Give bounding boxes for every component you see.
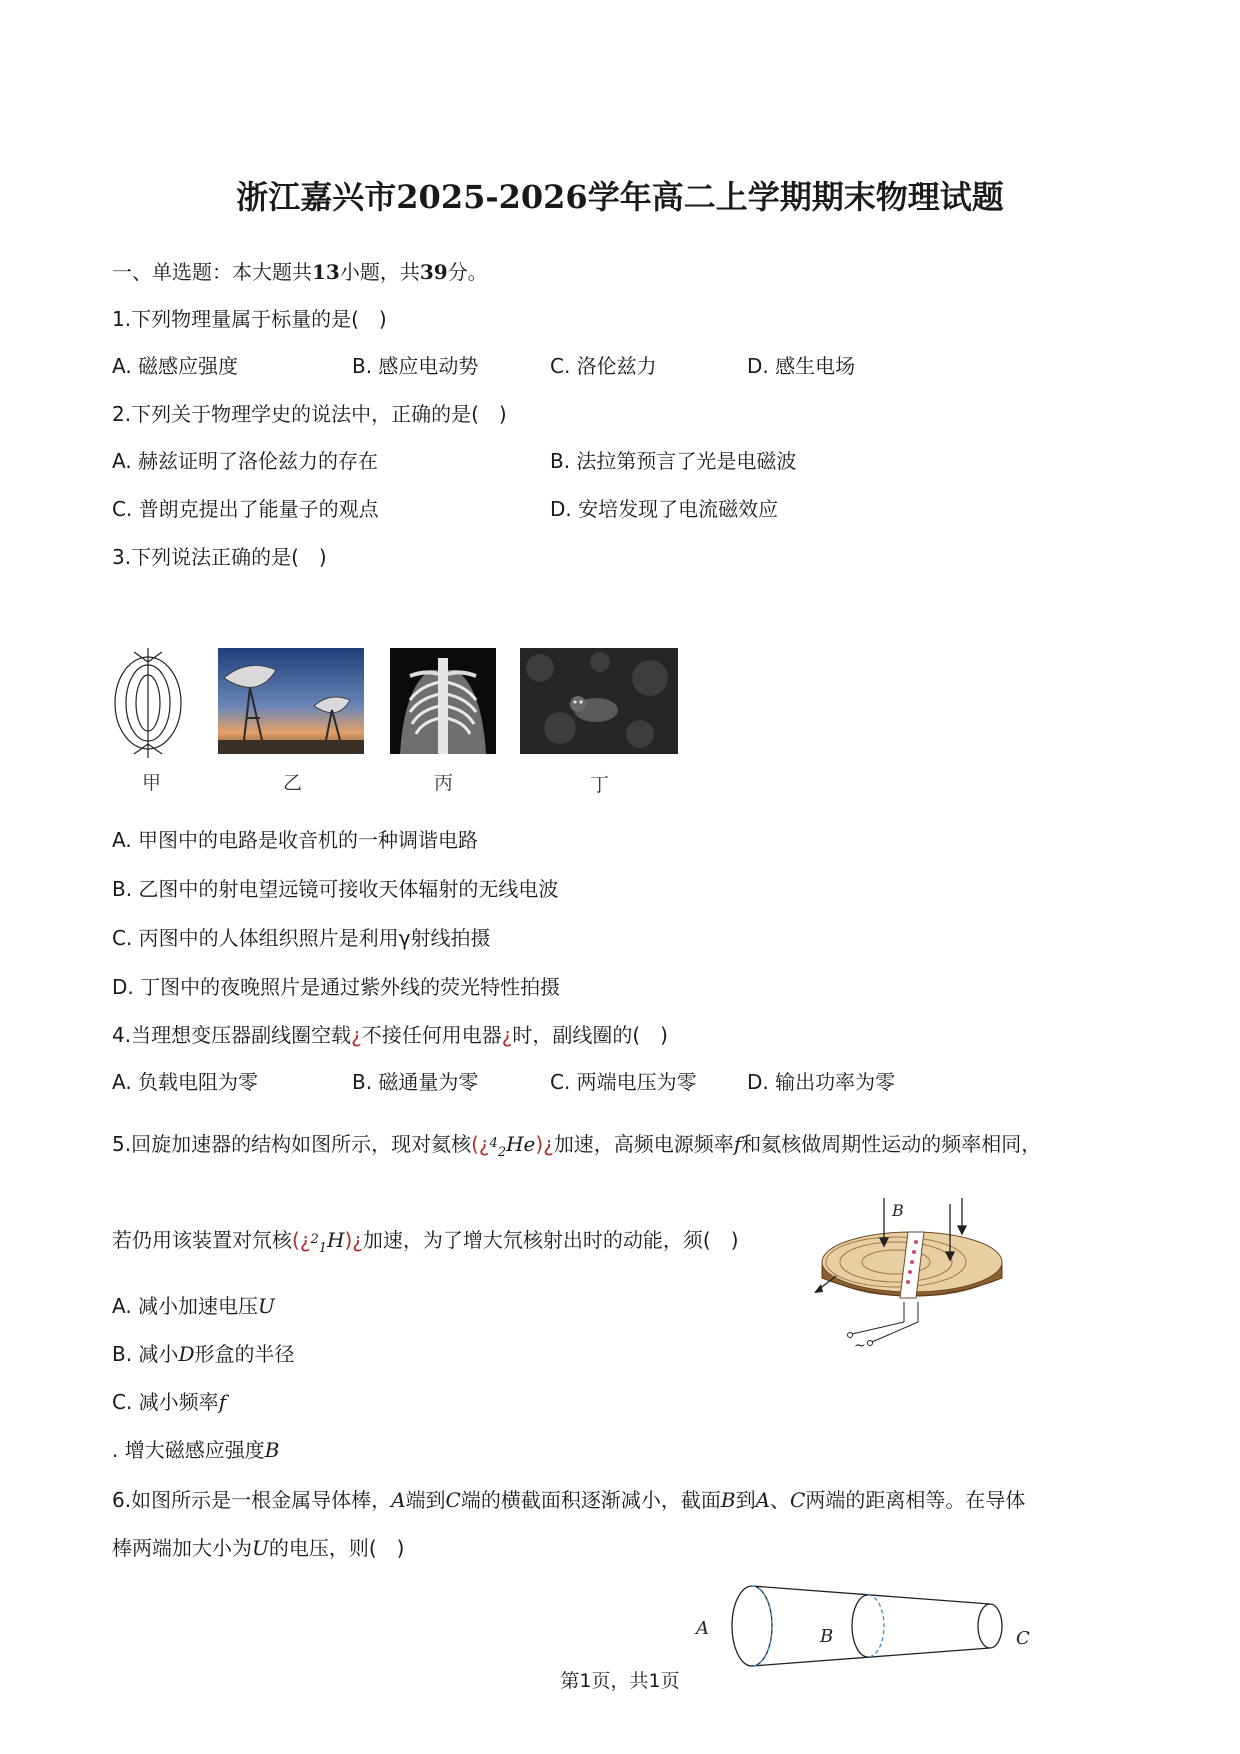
q5-deuterium-symbol — [310, 1228, 345, 1256]
q3-option-a: A. 甲图中的电路是收音机的一种调谐电路 — [112, 828, 479, 852]
q4-glyph-1: ¿ — [351, 1023, 362, 1047]
question-2-stem: 2.下列关于物理学史的说法中，正确的是( ) — [112, 402, 507, 426]
q6-text-6: 两端的距离相等。在导体 — [805, 1488, 1026, 1512]
q5-he-sym: He — [506, 1132, 536, 1156]
question-5-line-1 — [112, 1128, 1041, 1160]
q5-frequency-var: f — [733, 1132, 742, 1156]
q5-option-a-var: U — [258, 1294, 275, 1318]
q5-option-a-text: A. 减小加速电压 — [112, 1294, 259, 1318]
q5-option-b — [112, 1338, 294, 1367]
q5-he-charge: 2 — [497, 1145, 507, 1160]
q2-option-a: A. 赫兹证明了洛伦兹力的存在 — [112, 449, 379, 473]
q6-line2-part-a: 棒两端加大小为 — [112, 1536, 252, 1560]
cyclotron-label-ac: ~ — [854, 1338, 866, 1348]
figure-cyclotron — [812, 1198, 1012, 1348]
q5-option-c-var: f — [218, 1390, 227, 1414]
q5-option-b-text1: B. 减小 — [112, 1342, 179, 1366]
q5-he-paren-close: ) — [535, 1132, 544, 1156]
q6-var-c-1: C — [445, 1488, 461, 1512]
question-3-stem: 3.下列说法正确的是( ) — [112, 545, 327, 569]
q5-h-mass: 2 — [310, 1232, 319, 1247]
question-6-line-2 — [112, 1532, 404, 1561]
section-post: 分。 — [447, 260, 488, 284]
cyclotron-label-b: B — [892, 1201, 904, 1220]
q2-option-b: B. 法拉第预言了光是电磁波 — [550, 449, 797, 473]
question-4-stem — [112, 1019, 668, 1048]
q5-glyph-4: ¿ — [352, 1228, 363, 1252]
q4-stem-part-c: 时，副线圈的( ) — [512, 1023, 668, 1047]
q6-var-a-1: A — [391, 1488, 406, 1512]
q2-option-d: D. 安培发现了电流磁效应 — [550, 497, 779, 521]
q5-h-sym: H — [327, 1228, 345, 1252]
question-5-line-2 — [112, 1224, 739, 1256]
figure-ding-night-photo — [520, 648, 678, 754]
q5-line2-part-b: 加速，为了增大氘核射出时的动能，须( ) — [362, 1228, 739, 1252]
q3-option-d: D. 丁图中的夜晚照片是通过紫外线的荧光特性拍摄 — [112, 975, 561, 999]
conductor-label-b: B — [820, 1626, 834, 1647]
page-footer: 第1页，共1页 — [560, 1670, 680, 1692]
q5-h-paren-close: ) — [344, 1228, 353, 1252]
question-6-line-1 — [112, 1484, 1025, 1513]
figure-tapered-conductor — [690, 1578, 1050, 1674]
q4-glyph-2: ¿ — [501, 1023, 513, 1047]
q5-option-d-var: B — [264, 1438, 280, 1462]
q5-helium-symbol — [489, 1132, 536, 1160]
q4-stem-part-b: 不接任何用电器 — [361, 1023, 502, 1047]
q4-option-b: B. 磁通量为零 — [352, 1070, 479, 1094]
q4-option-c: C. 两端电压为零 — [550, 1070, 697, 1094]
q6-var-u: U — [252, 1536, 269, 1560]
q6-var-c-2: C — [790, 1488, 806, 1512]
q5-glyph-2: ¿ — [543, 1132, 554, 1156]
figure-yi-radio-telescope — [218, 648, 364, 754]
q5-option-a — [112, 1290, 275, 1319]
page-title: 浙江嘉兴市2025-2026学年高二上学期期末物理试题 — [236, 178, 1004, 216]
caption-bing: 丙 — [434, 772, 454, 794]
q5-line1-part-c: 和氦核做周期性运动的频率相同， — [741, 1132, 1042, 1156]
section-count: 13 — [312, 260, 340, 284]
section-score: 39 — [419, 260, 448, 284]
q5-h-charge: 1 — [318, 1241, 327, 1256]
figure-bing-xray — [390, 648, 496, 754]
q5-option-b-var: D — [178, 1342, 195, 1366]
q6-text-4: 到 — [735, 1488, 756, 1512]
caption-yi: 乙 — [283, 772, 303, 794]
q5-option-d-text: . 增大磁感应强度 — [112, 1438, 265, 1462]
conductor-label-c: C — [1016, 1628, 1030, 1649]
q5-he-mass: 4 — [489, 1136, 498, 1151]
q6-line2-part-b: 的电压，则( ) — [268, 1536, 405, 1560]
q5-he-paren-open: ( — [471, 1132, 479, 1156]
section-mid: 小题，共 — [339, 260, 420, 284]
caption-jia: 甲 — [142, 772, 162, 794]
q3-option-b: B. 乙图中的射电望远镜可接收天体辐射的无线电波 — [112, 877, 559, 901]
q2-option-c: C. 普朗克提出了能量子的观点 — [112, 497, 379, 521]
q5-glyph-3: ¿ — [299, 1228, 311, 1252]
q5-glyph-1: ¿ — [478, 1132, 490, 1156]
q4-option-a: A. 负载电阻为零 — [112, 1070, 259, 1094]
q5-option-c — [112, 1386, 226, 1415]
q5-option-c-text: C. 减小频率 — [112, 1390, 219, 1414]
section-pre: 一、单选题：本大题共 — [112, 260, 312, 284]
q4-option-d: D. 输出功率为零 — [747, 1070, 896, 1094]
q5-option-d — [112, 1434, 279, 1463]
q5-line2-part-a: 若仍用该装置对氘核 — [112, 1228, 292, 1252]
q6-text-3: 端的横截面积逐渐减小，截面 — [460, 1488, 721, 1512]
q1-option-c: C. 洛伦兹力 — [550, 354, 657, 378]
q5-h-paren-open: ( — [292, 1228, 300, 1252]
figure-jia-field-lines — [108, 648, 188, 758]
q5-option-b-text2: 形盒的半径 — [194, 1342, 295, 1366]
q1-option-d: D. 感生电场 — [747, 354, 856, 378]
q1-option-a: A. 磁感应强度 — [112, 354, 239, 378]
q6-var-b: B — [720, 1488, 736, 1512]
q6-text-5: 、 — [770, 1488, 791, 1512]
conductor-label-a: A — [696, 1618, 709, 1639]
q3-option-c: C. 丙图中的人体组织照片是利用γ射线拍摄 — [112, 926, 491, 950]
q6-text-1: 6.如图所示是一根金属导体棒， — [112, 1488, 392, 1512]
q5-line1-part-b: 加速，高频电源频率 — [553, 1132, 734, 1156]
caption-ding: 丁 — [590, 774, 610, 796]
section-header — [112, 256, 488, 285]
q6-var-a-2: A — [755, 1488, 771, 1512]
q6-text-2: 端到 — [405, 1488, 446, 1512]
question-1-stem: 1.下列物理量属于标量的是( ) — [112, 307, 387, 331]
q4-stem-part-a: 4.当理想变压器副线圈空载 — [112, 1023, 352, 1047]
q5-line1-part-a: 5.回旋加速器的结构如图所示，现对氦核 — [112, 1132, 472, 1156]
q1-option-b: B. 感应电动势 — [352, 354, 479, 378]
